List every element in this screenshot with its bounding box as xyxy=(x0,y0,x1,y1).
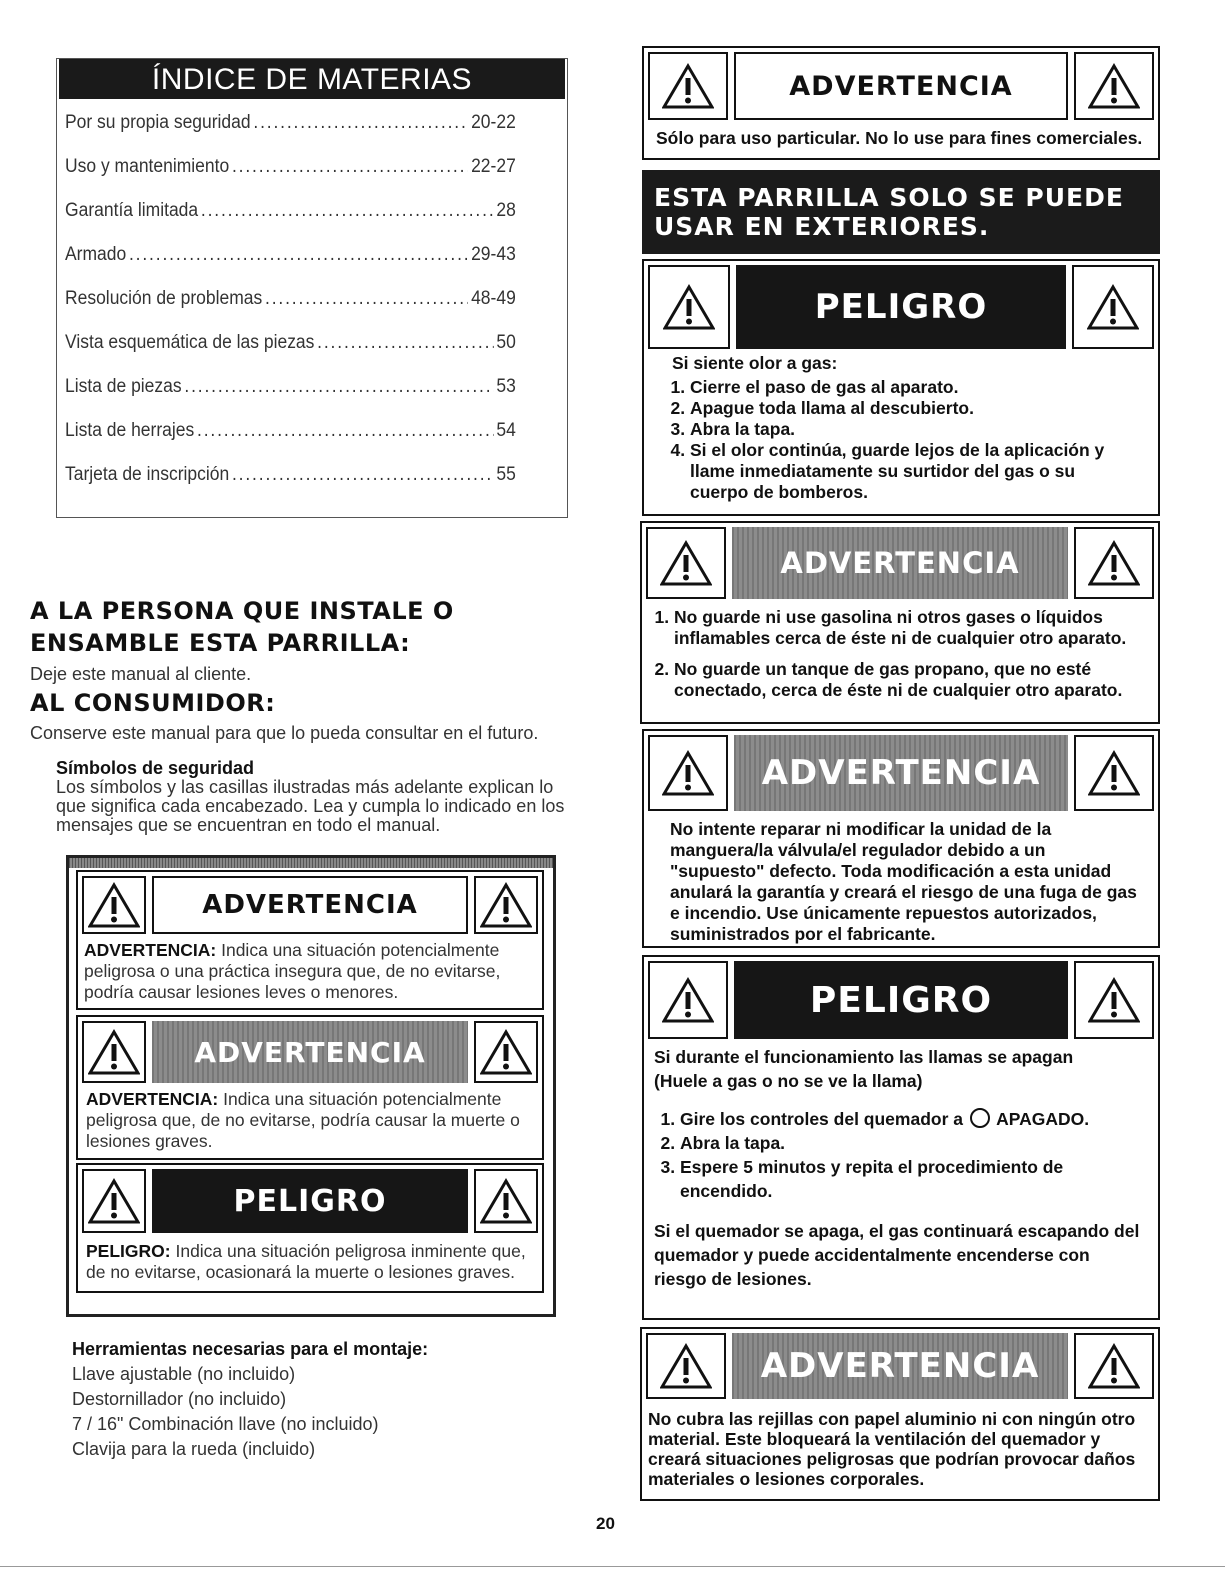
legend-danger-banner: PELIGRO xyxy=(152,1169,468,1233)
list-item: Llave ajustable (no incluido) xyxy=(72,1364,296,1384)
warning-flammables-box xyxy=(640,521,1160,724)
warning-flammables-text xyxy=(648,607,1148,701)
toc-row[interactable]: Lista de herrajes ..... 54 xyxy=(65,420,516,442)
table-of-contents xyxy=(56,58,568,518)
warning-triangle-icon xyxy=(1074,735,1154,811)
list-item: 7 / 16" Combinación llave (no incluido) xyxy=(72,1414,379,1434)
toc-row[interactable]: Vista esquemática de las piezas ..... 50 xyxy=(65,332,516,354)
warning-triangle-icon xyxy=(82,876,146,934)
page-number: 20 xyxy=(596,1514,615,1533)
warning-flammables-banner: ADVERTENCIA xyxy=(732,527,1068,599)
warning-triangle-icon xyxy=(648,735,728,811)
symbols-heading: Símbolos de seguridad xyxy=(56,758,255,778)
warning-modify-banner: ADVERTENCIA xyxy=(734,735,1068,811)
toc-row[interactable]: Uso y mantenimiento ..... 22-27 xyxy=(65,156,516,178)
installer-text: Deje este manual al cliente. xyxy=(30,664,252,684)
legend-warning-box xyxy=(76,1015,544,1160)
tools-heading: Herramientas necesarias para el montaje: xyxy=(72,1339,429,1359)
warning-triangle-icon xyxy=(648,265,730,349)
warning-triangle-icon xyxy=(648,52,728,120)
list-item: 1. No guarde ni use gasolina ni otros gases o líquidos inflamables cerca de éste ni de cualquier otro aparato. xyxy=(674,607,1148,649)
danger-gas-smell-text: Si siente olor a gas: 1. Cierre el paso de gas al aparato. 2. Apague toda llama al descubierto. 3. Abra la tapa. 4. Si el olor continúa, guarde lejos de la aplicación y llame inmediatamente su surtidor del gas o su cuerpo de bomberos. xyxy=(664,353,1134,503)
toc-row[interactable]: Armado ..... 29-43 xyxy=(65,244,516,266)
list-item: 1. Gire los controles del quemador a APAGADO. xyxy=(680,1107,1144,1131)
tools-section xyxy=(72,1337,428,1462)
warning-commercial-box xyxy=(642,46,1160,160)
danger-flameout-banner: PELIGRO xyxy=(734,961,1068,1039)
warning-triangle-icon xyxy=(1074,52,1154,120)
warning-foil-banner: ADVERTENCIA xyxy=(732,1333,1068,1399)
outdoor-only-banner: ESTA PARRILLA SOLO SE PUEDE USAR EN EXTERIORES. xyxy=(642,170,1160,254)
bottom-divider xyxy=(0,1566,1225,1567)
toc-row[interactable]: Lista de piezas ..... 53 xyxy=(65,376,516,398)
list-item: Destornillador (no incluido) xyxy=(72,1389,287,1409)
toc-row[interactable]: Resolución de problemas ..... 48-49 xyxy=(65,288,516,310)
installer-heading-1: A LA PERSONA QUE INSTALE O xyxy=(30,597,454,625)
toc-row[interactable]: Garantía limitada ..... 28 xyxy=(65,200,516,222)
list-item: 2. Apague toda llama al descubierto. xyxy=(690,398,1134,419)
warning-triangle-icon xyxy=(82,1021,146,1083)
list-item: 2. No guarde un tanque de gas propano, que no esté conectado, cerca de éste ni de cualquier otro aparato. xyxy=(674,659,1148,701)
toc-row[interactable]: Por su propia seguridad ..... 20-22 xyxy=(65,112,516,134)
legend-warning-banner: ADVERTENCIA xyxy=(152,1021,468,1083)
warning-triangle-icon xyxy=(474,1021,538,1083)
list-item: 2. Abra la tapa. xyxy=(680,1131,1144,1155)
warning-foil-box xyxy=(640,1327,1160,1501)
legend-warning-text: ADVERTENCIA: Indica una situación potencialmente peligrosa que, de no evitarse, podría causar la muerte o lesiones graves. xyxy=(86,1089,520,1151)
list-item: 3. Espere 5 minutos y repita el procedimiento de encendido. xyxy=(680,1155,1144,1203)
off-circle-icon xyxy=(970,1108,990,1128)
warning-triangle-icon xyxy=(1074,1333,1154,1399)
installer-heading-2: ENSAMBLE ESTA PARRILLA: xyxy=(30,629,411,657)
warning-foil-text: No cubra las rejillas con papel aluminio ni con ningún otro material. Este bloqueará la ventilación del quemador y creará situaciones peligrosas que podrían provocar daños materiales o lesiones corporales. xyxy=(648,1409,1136,1489)
warning-triangle-icon xyxy=(1074,961,1154,1039)
danger-flameout-text: Si durante el funcionamiento las llamas se apagan (Huele a gas o no se ve la llama) 1. Gire los controles del quemador a APAGADO. 2. Abra la tapa. 3. Espere 5 minutos y repita el procedimiento de encendido. Si el quemador se apaga, el gas continuará escapando del quemador y puede accidentalmente encenderse con riesgo de lesiones. xyxy=(654,1045,1144,1291)
warning-commercial-banner: ADVERTENCIA xyxy=(734,52,1068,120)
list-item: 3. Abra la tapa. xyxy=(690,419,1134,440)
toc-row[interactable]: Tarjeta de inscripción ..... 55 xyxy=(65,464,516,486)
legend-caution-text: ADVERTENCIA: Indica una situación potencialmente peligrosa o una práctica insegura que, de no evitarse, podría causar lesiones leves o menores. xyxy=(84,940,501,1002)
legend-danger-text: PELIGRO: Indica una situación peligrosa inminente que, de no evitarse, ocasionará la muerte o lesiones graves. xyxy=(86,1241,526,1282)
legend-danger-box xyxy=(76,1163,544,1293)
danger-flameout-box xyxy=(642,955,1160,1320)
danger-gas-smell-banner: PELIGRO xyxy=(736,265,1066,349)
toc-title: ÍNDICE DE MATERIAS xyxy=(59,59,565,99)
consumer-text: Conserve este manual para que lo pueda consultar en el futuro. xyxy=(30,723,539,743)
warning-modify-text: No intente reparar ni modificar la unidad de la manguera/la válvula/el regulador debido a un "supuesto" defecto. Toda modificación a esta unidad anulará la garantía y creará el riesgo de una fuga de gas e incendio. Use únicamente repuestos autorizados, suministrados por el fabricante. xyxy=(670,819,1137,944)
list-item: 1. Cierre el paso de gas al aparato. xyxy=(690,377,1134,398)
legend-caution-box xyxy=(76,870,544,1010)
warning-triangle-icon xyxy=(646,527,726,599)
legend-caution-banner: ADVERTENCIA xyxy=(152,876,468,934)
warning-modify-box xyxy=(642,729,1160,948)
warning-triangle-icon xyxy=(1072,265,1154,349)
symbols-text: Los símbolos y las casillas ilustradas más adelante explican lo que significa cada encabezado. Lea y cumpla lo indicado en los mensajes que se encuentran en todo el manual. xyxy=(56,777,565,835)
warning-triangle-icon xyxy=(1074,527,1154,599)
warning-triangle-icon xyxy=(648,961,728,1039)
warning-triangle-icon xyxy=(82,1169,146,1233)
consumer-heading: AL CONSUMIDOR: xyxy=(30,689,276,717)
warning-triangle-icon xyxy=(646,1333,726,1399)
danger-gas-smell-box xyxy=(642,259,1160,516)
list-item: Clavija para la rueda (incluido) xyxy=(72,1439,316,1459)
list-item: 4. Si el olor continúa, guarde lejos de la aplicación y llame inmediatamente su surtidor del gas o su cuerpo de bomberos. xyxy=(690,440,1134,503)
warning-triangle-icon xyxy=(474,876,538,934)
warning-commercial-text: Sólo para uso particular. No lo use para fines comerciales. xyxy=(656,128,1143,148)
warning-triangle-icon xyxy=(474,1169,538,1233)
